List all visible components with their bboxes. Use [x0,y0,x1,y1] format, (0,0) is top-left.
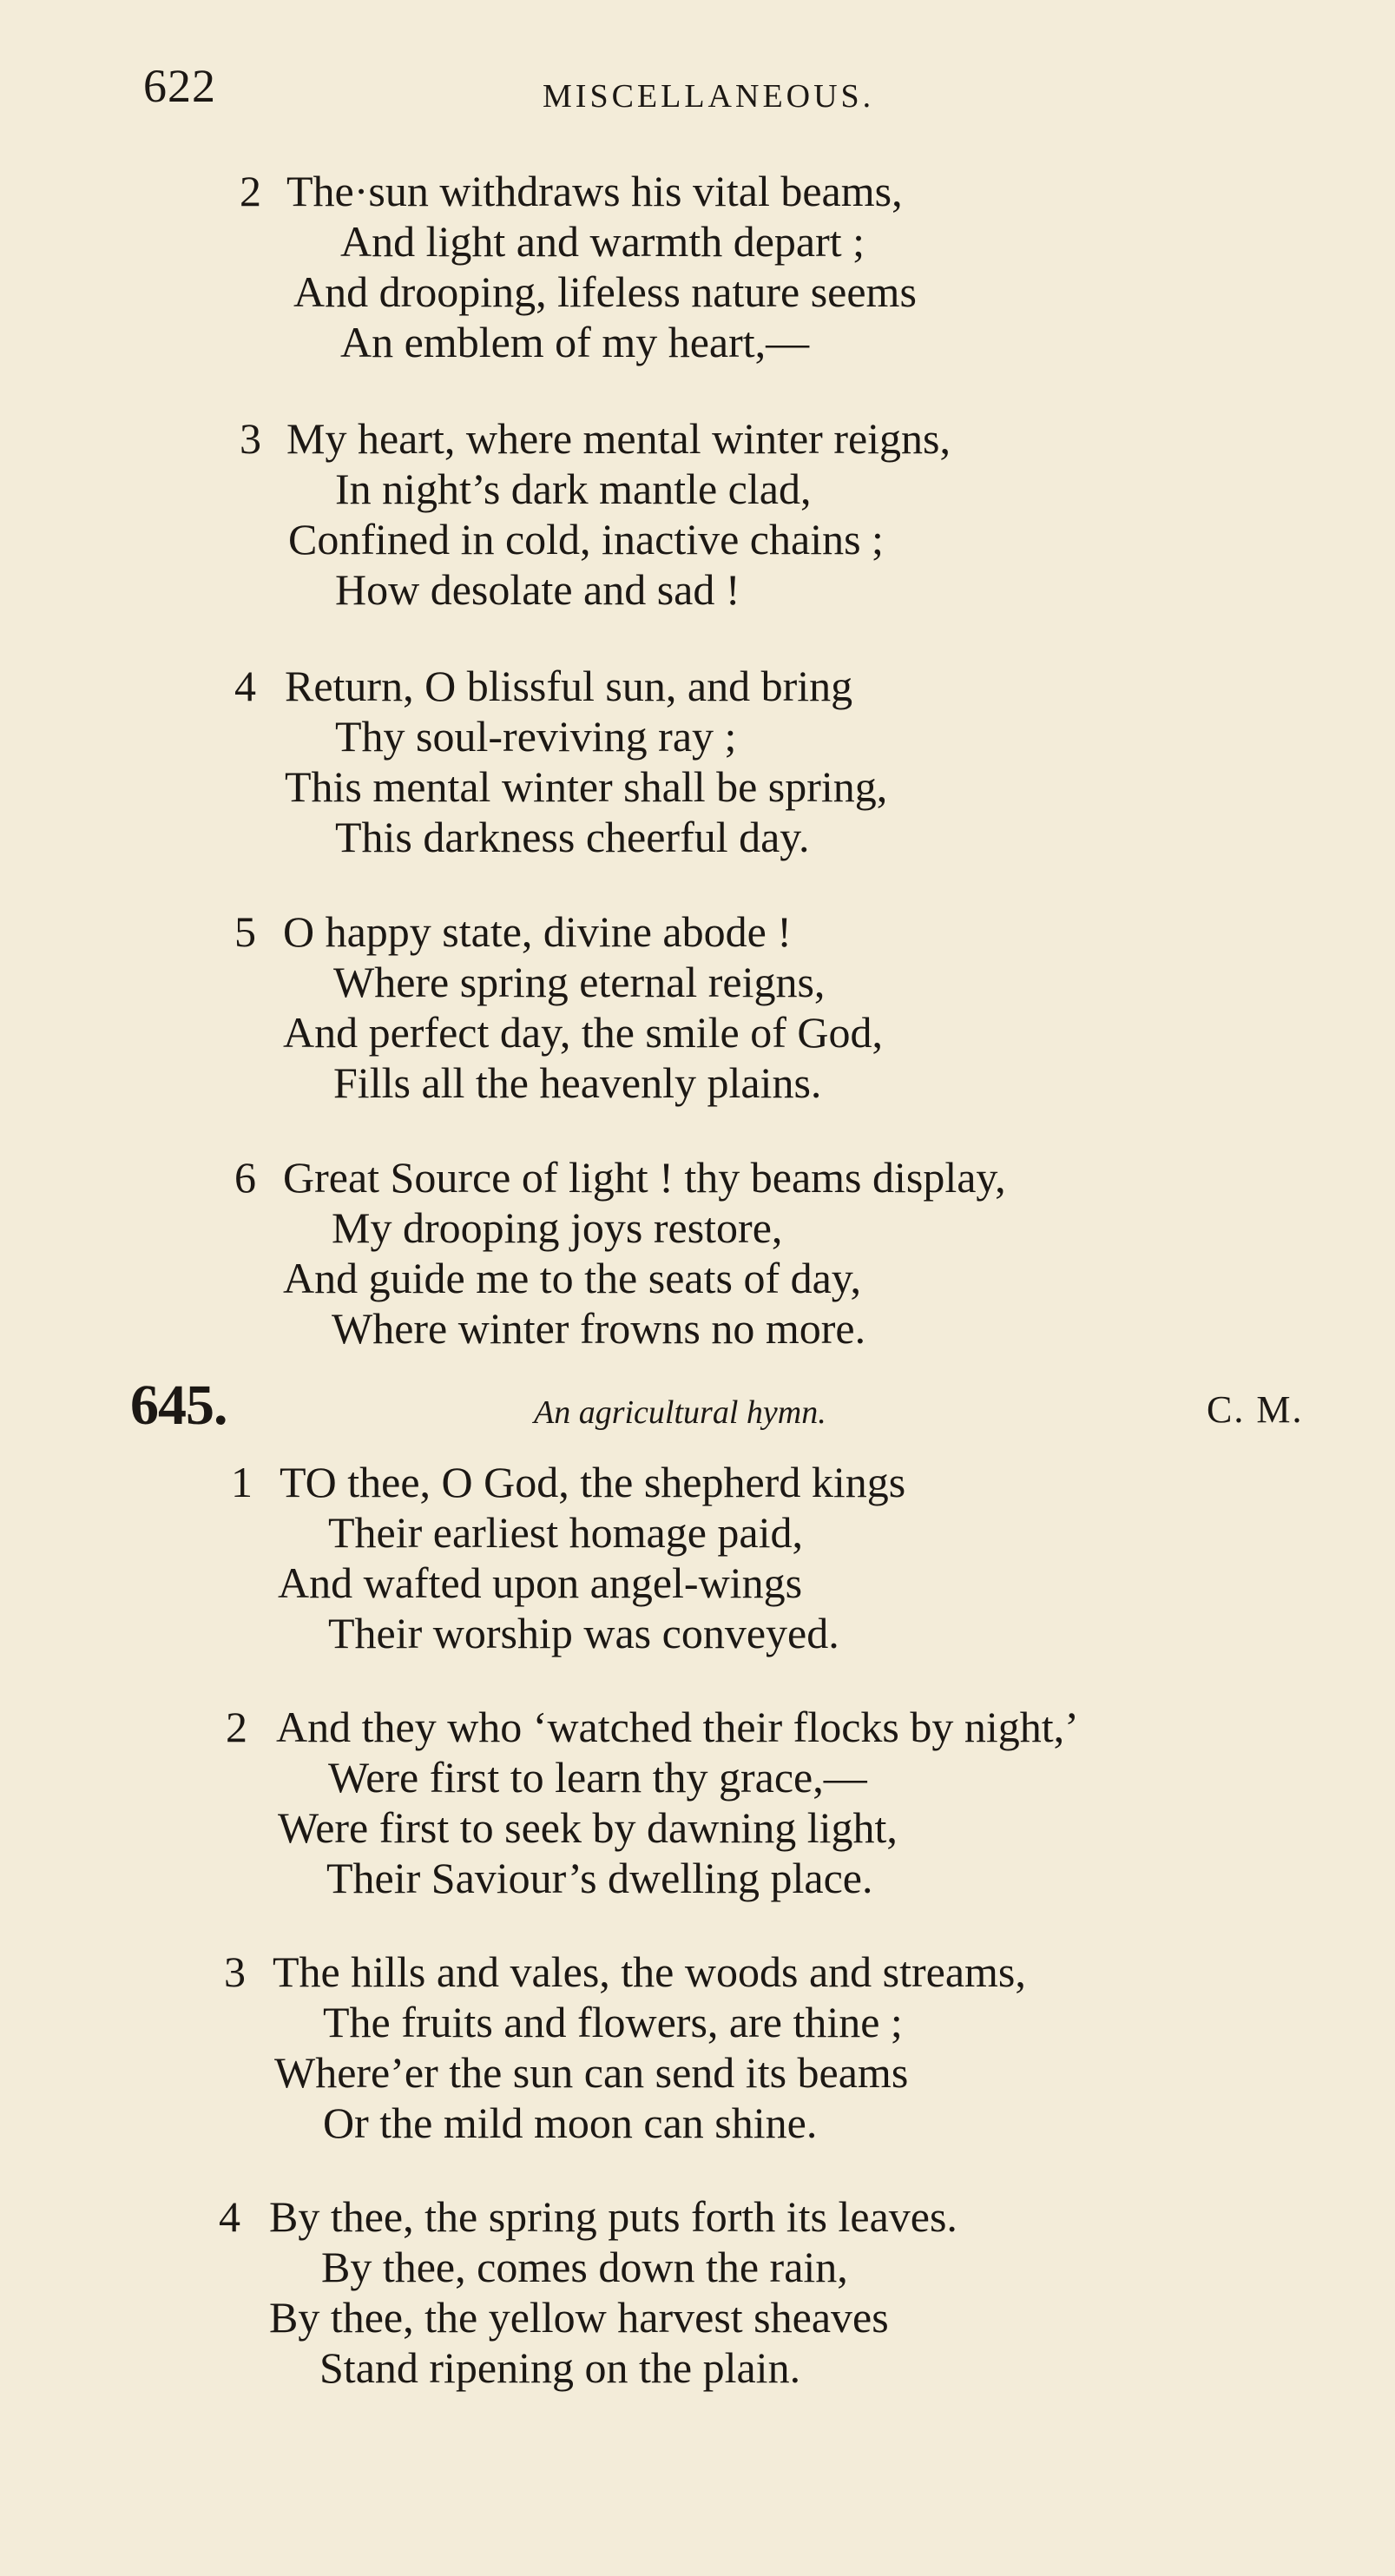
stanza-number: 4 [219,2192,240,2241]
verse-line: By thee, comes down the rain, [321,2243,848,2291]
verse-line: And drooping, lifeless nature seems [293,267,917,316]
verse-line: Were first to seek by dawning light, [278,1803,898,1852]
hymn-title: An agricultural hymn. [534,1394,826,1431]
verse-line: By thee, the yellow harvest sheaves [269,2293,889,2342]
verse-line: In night’s dark mantle clad, [335,464,812,513]
page-number: 622 [143,60,216,112]
stanza-number: 6 [234,1153,256,1202]
stanza-number: 3 [224,1947,246,1996]
stanza-number: 4 [234,662,256,710]
verse-line: And they who ‘watched their flocks by night,’ [276,1703,1079,1751]
verse-line: And perfect day, the smile of God, [283,1008,883,1057]
verse-line: This mental winter shall be spring, [285,762,888,811]
stanza-number: 3 [240,414,261,463]
verse-line: And wafted upon angel-wings [278,1558,803,1607]
verse-line: Their earliest homage paid, [328,1508,803,1557]
verse-line: Where spring eternal reigns, [333,958,826,1006]
verse-line: This darkness cheerful day. [335,813,810,861]
hymn-number: 645. [130,1374,227,1437]
verse-line: By thee, the spring puts forth its leaves. [269,2192,957,2241]
running-head: MISCELLANEOUS. [543,78,875,115]
verse-line: TO thee, O God, the shepherd kings [280,1458,906,1506]
verse-line: Stand ripening on the plain. [319,2343,801,2392]
verse-line: Their worship was conveyed. [328,1609,839,1657]
verse-line: The fruits and flowers, are thine ; [323,1998,903,2046]
verse-line: And guide me to the seats of day, [283,1254,862,1302]
hymn-meter: C. M. [1207,1388,1304,1431]
verse-line: Where winter frowns no more. [332,1304,866,1353]
verse-line: O happy state, divine abode ! [283,907,792,956]
verse-line: Or the mild moon can shine. [323,2098,818,2147]
verse-line: Confined in cold, inactive chains ; [288,515,884,563]
verse-line: Return, O blissful sun, and bring [285,662,853,710]
verse-line: Were first to learn thy grace,— [328,1753,867,1802]
stanza-number: 2 [240,167,261,215]
verse-line: An emblem of my heart,— [340,318,810,366]
verse-line: The hills and vales, the woods and streams, [273,1947,1026,1996]
stanza-number: 5 [234,907,256,956]
stanza-number: 2 [226,1703,247,1751]
verse-line: Great Source of light ! thy beams display, [283,1153,1006,1202]
verse-line: Fills all the heavenly plains. [333,1058,822,1107]
verse-line: Their Saviour’s dwelling place. [326,1854,873,1902]
verse-line: Where’er the sun can send its beams [274,2048,909,2097]
stanza-number: 1 [231,1458,253,1506]
verse-line: And light and warmth depart ; [340,217,865,266]
verse-line: Thy soul-reviving ray ; [335,712,737,761]
verse-line: My drooping joys restore, [332,1203,783,1252]
verse-line: My heart, where mental winter reigns, [286,414,951,463]
verse-line: The·sun withdraws his vital beams, [286,167,903,215]
verse-line: How desolate and sad ! [335,565,740,614]
